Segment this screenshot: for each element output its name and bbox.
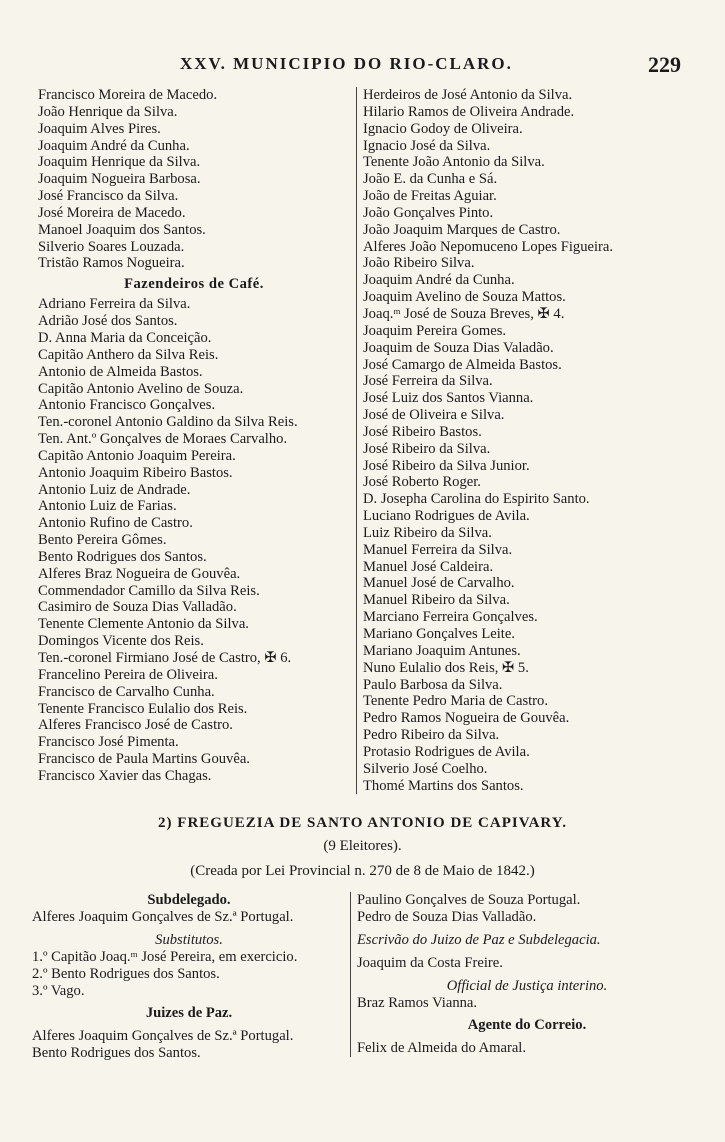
list-item: Joaquim André da Cunha. [363,272,515,289]
list-item: Capitão Anthero da Silva Reis. [38,346,219,363]
list-item: Domingos Vicente dos Reis. [38,633,204,650]
list-item: José Ribeiro Bastos. [363,423,482,440]
section-2-header [0,815,725,880]
section-title: 2) FREGUEZIA DE SANTO ANTONIO DE CAPIVARY. [158,815,567,831]
list-item: Joaquim Nogueira Barbosa. [38,171,201,188]
list-item: Alferes Joaquim Gonçalves de Sz.ª Portugal. [32,1028,294,1045]
list-item: Joaquim Avelino de Souza Mattos. [363,289,566,306]
list-item: Antonio Luiz de Farias. [38,498,177,515]
list-item: Silverio Soares Louzada. [38,238,185,255]
section-heading-fazendeiros: Fazendeiros de Café. [124,276,264,293]
list-item: Hilario Ramos de Oliveira Andrade. [363,103,575,120]
list-item: Joaquim da Costa Freire. [357,954,503,971]
page-title: XXV. MUNICIPIO DO RIO-CLARO. [180,54,513,73]
lower-right-column [350,892,697,1057]
list-item: João Joaquim Marques de Castro. [363,221,561,238]
list-item: Capitão Antonio Joaquim Pereira. [38,447,236,464]
list-item: Manuel Ferreira da Silva. [363,541,513,558]
list-item: Alferes Francisco José de Castro. [38,717,233,734]
list-item: José Ferreira da Silva. [363,373,493,390]
list-item: Alferes Braz Nogueira de Gouvêa. [38,565,241,582]
list-item: Ten.-coronel Firmiano José de Castro, ✠ 6. [38,650,292,666]
list-item: Herdeiros de José Antonio da Silva. [363,87,573,103]
list-item: José Camargo de Almeida Bastos. [363,356,562,373]
electors-count: (9 Eleitores). [323,838,402,854]
list-item: Bento Pereira Gômes. [38,532,167,549]
list-item: Joaquim Henrique da Silva. [38,154,201,171]
list-item: João Henrique da Silva. [38,103,178,120]
agente-heading: Agente do Correio. [467,1017,587,1034]
lower-left-column [32,892,346,1062]
list-item: João Ribeiro Silva. [363,255,475,272]
list-item: Tenente Clemente Antonio da Silva. [38,616,249,633]
list-item: João de Freitas Aguiar. [363,188,497,205]
list-item: José Francisco da Silva. [38,188,179,205]
list-item: João E. da Cunha e Sá. [363,171,498,188]
subdelegado-heading: Subdelegado. [147,892,231,908]
list-item: 1.º Capitão Joaq.ᵐ José Pereira, em exercicio. [32,948,298,965]
list-item: Tristão Ramos Nogueira. [38,255,185,272]
list-item: Joaquim Pereira Gomes. [363,322,507,339]
page-header [0,52,725,78]
page-number: 229 [648,52,681,77]
list-item: Joaquim Alves Pires. [38,120,161,137]
list-item: Thomé Martins dos Santos. [363,777,524,794]
list-item: Marciano Ferreira Gonçalves. [363,609,538,626]
list-item: Manoel Joaquim dos Santos. [38,221,206,238]
list-item: Francisco de Carvalho Cunha. [38,683,215,700]
list-item: Silverio José Coelho. [363,760,488,777]
list-item: Manuel José Caldeira. [363,558,494,575]
list-item: Francisco José Pimenta. [38,734,179,751]
list-item: Ten.-coronel Antonio Galdino da Silva Reis. [38,414,298,431]
list-item: Francisco Xavier das Chagas. [38,767,212,784]
list-item: 2.º Bento Rodrigues dos Santos. [32,965,220,982]
list-item: Manuel Ribeiro da Silva. [363,592,510,609]
list-item: Paulo Barbosa da Silva. [363,676,503,693]
substitutos-heading: Substitutos. [155,931,223,948]
list-item: Ignacio José da Silva. [363,137,491,154]
list-item: Mariano Gonçalves Leite. [363,626,515,642]
list-item: José Moreira de Macedo. [38,204,186,221]
list-item: Protasio Rodrigues de Avila. [363,743,530,760]
list-item: Tenente Francisco Eulalio dos Reis. [38,700,248,717]
list-item: Bento Rodrigues dos Santos. [32,1045,201,1062]
list-item: Antonio Rufino de Castro. [38,515,193,532]
list-item: José Ribeiro da Silva. [363,440,491,457]
list-item: Pedro de Souza Dias Valladão. [357,908,537,925]
list-item: Braz Ramos Vianna. [357,994,478,1011]
list-item: Luciano Rodrigues de Avila. [363,508,530,525]
list-item: Paulino Gonçalves de Souza Portugal. [357,892,581,908]
list-item: Ten. Ant.º Gonçalves de Moraes Carvalho. [38,431,288,448]
list-item: Alferes Joaquim Gonçalves de Sz.ª Portugal. [32,908,294,925]
list-item: Joaquim de Souza Dias Valadão. [363,339,554,356]
list-item: Antonio de Almeida Bastos. [38,363,203,380]
list-item: Francisco de Paula Martins Gouvêa. [38,751,250,768]
list-item: Bento Rodrigues dos Santos. [38,548,207,565]
list-item: José de Oliveira e Silva. [363,407,505,424]
list-item: Ignacio Godoy de Oliveira. [363,120,523,137]
list-item: 3.º Vago. [32,982,85,999]
list-item: José Roberto Roger. [363,474,481,491]
list-item: Joaq.ᵐ José de Souza Breves, ✠ 4. [363,305,565,322]
list-item: Adriano Ferreira da Silva. [38,296,191,313]
right-column [356,87,698,794]
list-item: Francelino Pereira de Oliveira. [38,666,218,683]
escrivao-heading: Escrivão do Juizo de Paz e Subdelegacia. [357,931,601,948]
list-item: Felix de Almeida do Amaral. [357,1040,527,1057]
list-item: Pedro Ribeiro da Silva. [363,727,500,744]
juizes-heading: Juizes de Paz. [145,1005,233,1022]
list-item: Tenente João Antonio da Silva. [363,154,545,171]
list-item: Commendador Camillo da Silva Reis. [38,582,260,599]
list-item: Mariano Joaquim Antunes. [363,642,521,659]
list-item: Capitão Antonio Avelino de Souza. [38,380,244,397]
list-item: Joaquim André da Cunha. [38,137,190,154]
list-item: Francisco Moreira de Macedo. [38,87,218,103]
list-item: Pedro Ramos Nogueira de Gouvêa. [363,710,570,727]
left-column [38,87,350,785]
list-item: Antonio Joaquim Ribeiro Bastos. [38,464,233,481]
list-item: Alferes João Nepomuceno Lopes Figueira. [363,238,614,255]
list-item: José Luiz dos Santos Vianna. [363,390,534,407]
list-item: Nuno Eulalio dos Reis, ✠ 5. [363,659,529,676]
official-heading: Official de Justiça interino. [446,977,608,994]
creation-note: (Creada por Lei Provincial n. 270 de 8 de Maio de 1842.) [190,863,535,879]
list-item: João Gonçalves Pinto. [363,204,494,221]
list-item: Luiz Ribeiro da Silva. [363,524,492,541]
list-item: Antonio Luiz de Andrade. [38,481,191,498]
list-item: José Ribeiro da Silva Junior. [363,457,530,474]
list-item: Tenente Pedro Maria de Castro. [363,693,548,710]
list-item: Adrião José dos Santos. [38,313,178,330]
list-item: Manuel José de Carvalho. [363,575,515,592]
list-item: Antonio Francisco Gonçalves. [38,397,216,414]
list-item: D. Josepha Carolina do Espirito Santo. [363,491,590,508]
list-item: D. Anna Maria da Conceição. [38,329,212,346]
list-item: Casimiro de Souza Dias Valladão. [38,599,237,616]
